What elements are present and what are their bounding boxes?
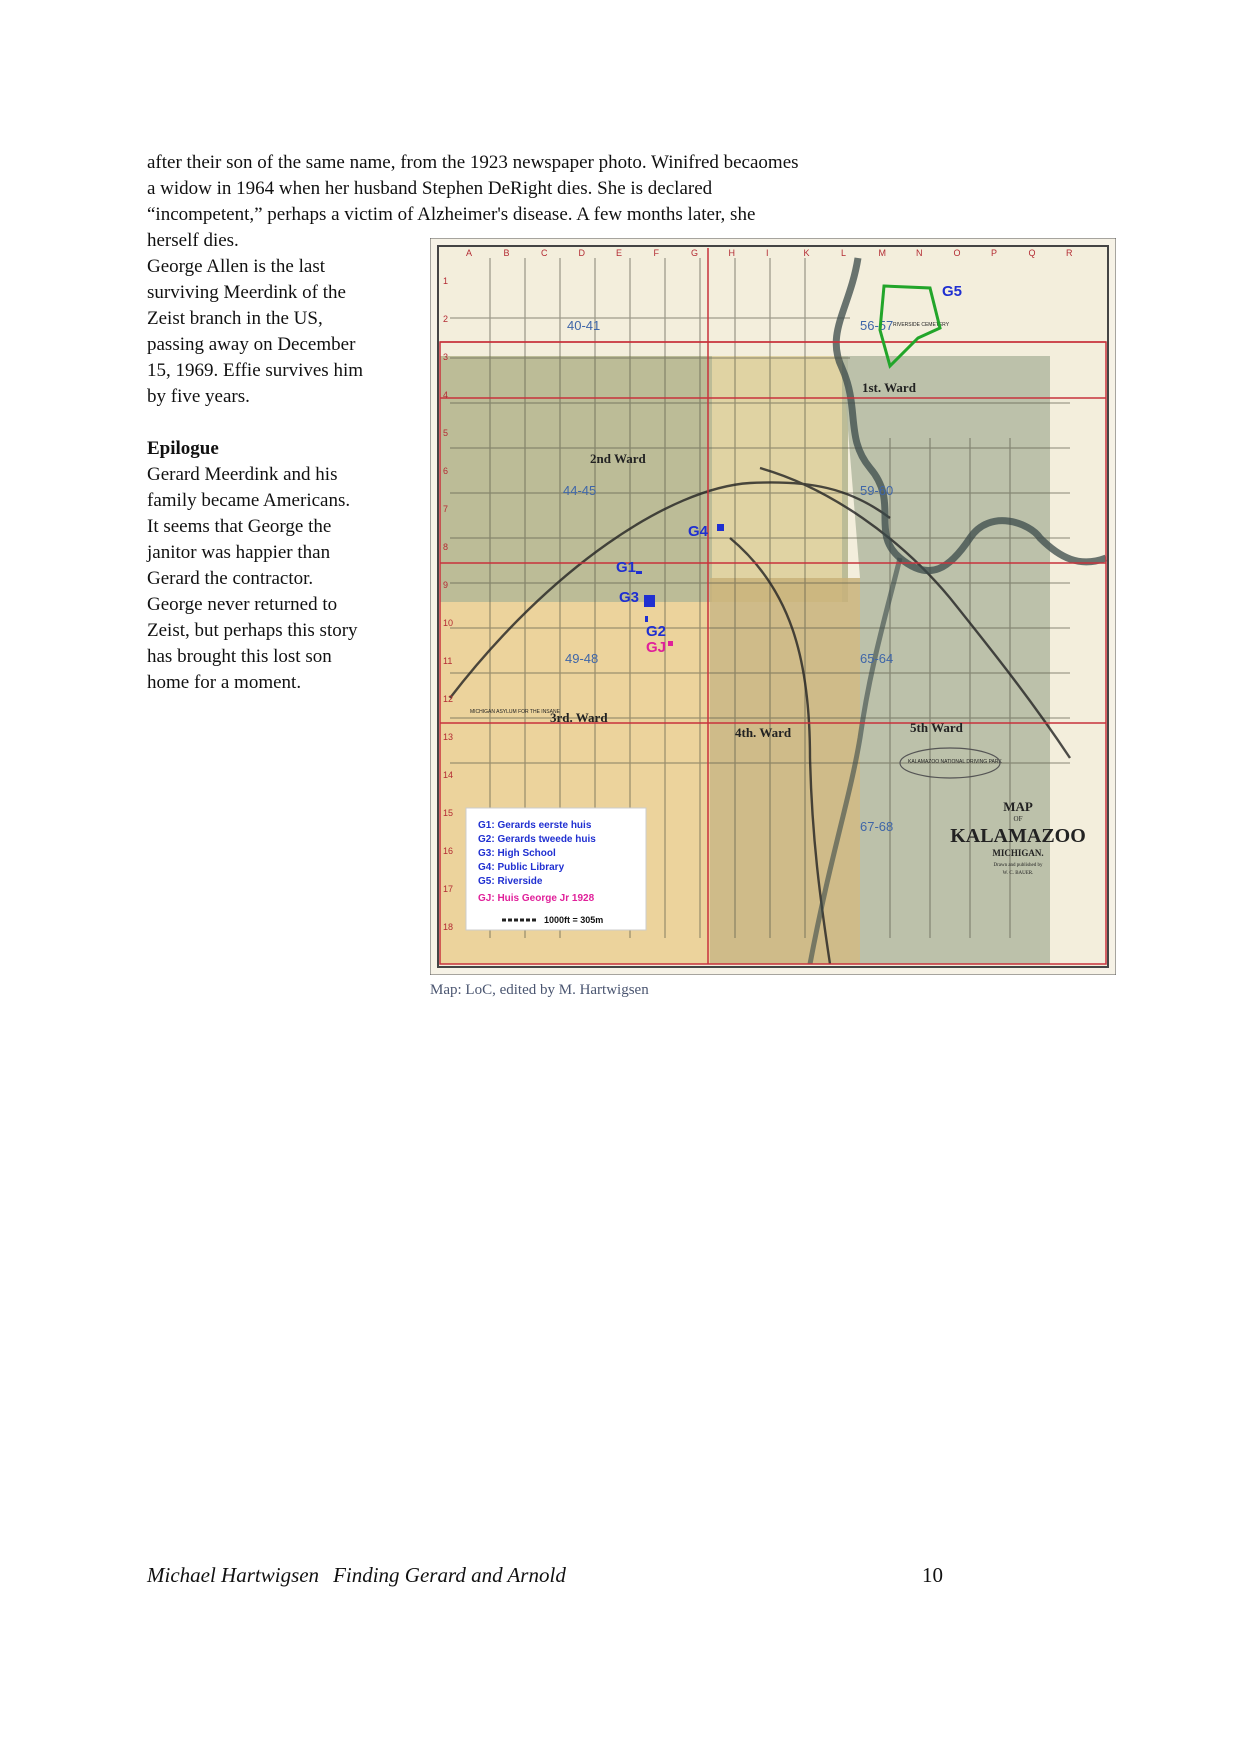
row-number: 15 xyxy=(443,808,454,818)
column-letter: I xyxy=(766,248,769,258)
map-title-map: MAP xyxy=(1003,799,1033,814)
legend-item: G2: Gerards tweede huis xyxy=(478,834,596,845)
marker-gj-square xyxy=(668,641,673,646)
sheet-label: 65-64 xyxy=(860,651,894,666)
row-number: 13 xyxy=(443,732,454,742)
epilogue-line: Gerard Meerdink and his xyxy=(147,464,338,485)
column-letter: Q xyxy=(1028,248,1036,258)
ward-label: 3rd. Ward xyxy=(550,710,608,725)
scale-label: 1000ft = 305m xyxy=(544,915,604,925)
row-number: 4 xyxy=(443,390,449,400)
column-letter: B xyxy=(503,248,510,258)
marker-g2-square xyxy=(645,616,648,622)
column-letter: O xyxy=(953,248,961,258)
page-number: 10 xyxy=(922,1563,943,1587)
zone-tan-ne xyxy=(712,356,842,602)
sheet-label: 59-60 xyxy=(860,483,894,498)
column-letter: H xyxy=(728,248,735,258)
column-letter: R xyxy=(1066,248,1073,258)
epilogue-line: George never returned to xyxy=(147,594,338,615)
column-letter: M xyxy=(878,248,886,258)
row-number: 14 xyxy=(443,770,454,780)
epilogue-line: janitor was happier than xyxy=(147,542,331,563)
george-line: surviving Meerdink of the xyxy=(147,282,346,303)
column-letter: F xyxy=(653,248,659,258)
footer-attribution xyxy=(147,1563,566,1587)
column-letter: P xyxy=(991,248,998,258)
ward-label: 1st. Ward xyxy=(862,380,916,395)
intro-line: after their son of the same name, from the 1923 newspaper photo. Winifred becaomes xyxy=(147,152,799,173)
ward-label: 5th Ward xyxy=(910,720,963,735)
footer-author: Michael Hartwigsen xyxy=(147,1563,320,1587)
left-column-text xyxy=(147,254,427,696)
row-number: 8 xyxy=(443,542,449,552)
epilogue-line: family became Americans. xyxy=(147,490,351,511)
legend-item: GJ: Huis George Jr 1928 xyxy=(478,893,595,904)
column-letter: G xyxy=(691,248,699,258)
marker-g4-square xyxy=(717,524,724,531)
page-footer xyxy=(147,1563,947,1588)
park-label: KALAMAZOO NATIONAL DRIVING PARK xyxy=(908,759,1002,765)
map-legend xyxy=(466,808,646,930)
column-letter: K xyxy=(803,248,810,258)
sheet-label: 49-48 xyxy=(565,651,599,666)
george-line: by five years. xyxy=(147,386,250,407)
map-title-author: W. C. BAUER. xyxy=(1002,871,1034,876)
map-title-city: KALAMAZOO xyxy=(950,825,1086,847)
marker-g3: G3 xyxy=(619,589,640,606)
marker-gj: GJ xyxy=(646,639,667,656)
row-number: 7 xyxy=(443,504,449,514)
column-letter: L xyxy=(841,248,847,258)
asylum-label: MICHIGAN ASYLUM FOR THE INSANE xyxy=(470,709,560,715)
george-line: passing away on December xyxy=(147,334,356,355)
column-letter: A xyxy=(466,248,473,258)
row-number: 17 xyxy=(443,884,454,894)
epilogue-heading: Epilogue xyxy=(147,438,219,459)
intro-line: “incompetent,” perhaps a victim of Alzheimer's disease. A few months later, she xyxy=(147,204,756,225)
legend-item: G5: Riverside xyxy=(478,876,543,887)
epilogue-line: It seems that George the xyxy=(147,516,332,537)
epilogue-line: Gerard the contractor. xyxy=(147,568,314,589)
footer-book-title: Finding Gerard and Arnold xyxy=(333,1563,566,1587)
map-svg xyxy=(430,238,1116,975)
george-line: 15, 1969. Effie survives him xyxy=(147,360,364,381)
epilogue-line: Zeist, but perhaps this story xyxy=(147,620,358,641)
column-letter: E xyxy=(616,248,623,258)
column-letter: N xyxy=(916,248,923,258)
ward-label: 4th. Ward xyxy=(735,725,792,740)
row-number: 9 xyxy=(443,580,449,590)
marker-g3-square xyxy=(644,595,655,607)
intro-line: herself dies. xyxy=(147,230,239,251)
column-letter: D xyxy=(578,248,585,258)
row-number: 2 xyxy=(443,314,449,324)
map-title-state: MICHIGAN. xyxy=(992,848,1044,858)
marker-g1: G1 xyxy=(616,559,637,576)
map-title-credit: Drawn and published by xyxy=(993,863,1043,868)
legend-item: G3: High School xyxy=(478,848,556,859)
epilogue-paragraph xyxy=(147,462,427,696)
row-number: 5 xyxy=(443,428,449,438)
george-line: Zeist branch in the US, xyxy=(147,308,323,329)
marker-g1-square xyxy=(636,571,642,574)
legend-item: G4: Public Library xyxy=(478,862,565,873)
sheet-label: 56-57 xyxy=(860,318,894,333)
marker-g2: G2 xyxy=(646,623,667,640)
epilogue-line: has brought this lost son xyxy=(147,646,332,667)
george-paragraph xyxy=(147,254,427,410)
cemetery-label: RIVERSIDE CEMETERY xyxy=(893,322,950,328)
sheet-label: 44-45 xyxy=(563,483,597,498)
row-number: 11 xyxy=(443,656,453,666)
zone-brown-center xyxy=(710,578,860,964)
sheet-label: 40-41 xyxy=(567,318,601,333)
ward-label: 2nd Ward xyxy=(590,451,646,466)
row-number: 10 xyxy=(443,618,454,628)
kalamazoo-map xyxy=(430,238,1116,975)
intro-line: a widow in 1964 when her husband Stephen DeRight dies. She is declared xyxy=(147,178,713,199)
row-number: 3 xyxy=(443,352,449,362)
george-line: George Allen is the last xyxy=(147,256,326,277)
row-number: 6 xyxy=(443,466,449,476)
map-caption: Map: LoC, edited by M. Hartwigsen xyxy=(430,982,649,998)
sheet-label: 67-68 xyxy=(860,819,894,834)
epilogue-line: home for a moment. xyxy=(147,672,302,693)
map-title-of: OF xyxy=(1013,815,1023,823)
column-letter: C xyxy=(541,248,548,258)
legend-item: G1: Gerards eerste huis xyxy=(478,820,592,831)
row-number: 12 xyxy=(443,694,454,704)
marker-g5: G5 xyxy=(942,283,963,300)
row-number: 16 xyxy=(443,846,454,856)
marker-g4: G4 xyxy=(688,523,709,540)
row-number: 1 xyxy=(443,276,449,286)
row-number: 18 xyxy=(443,922,454,932)
